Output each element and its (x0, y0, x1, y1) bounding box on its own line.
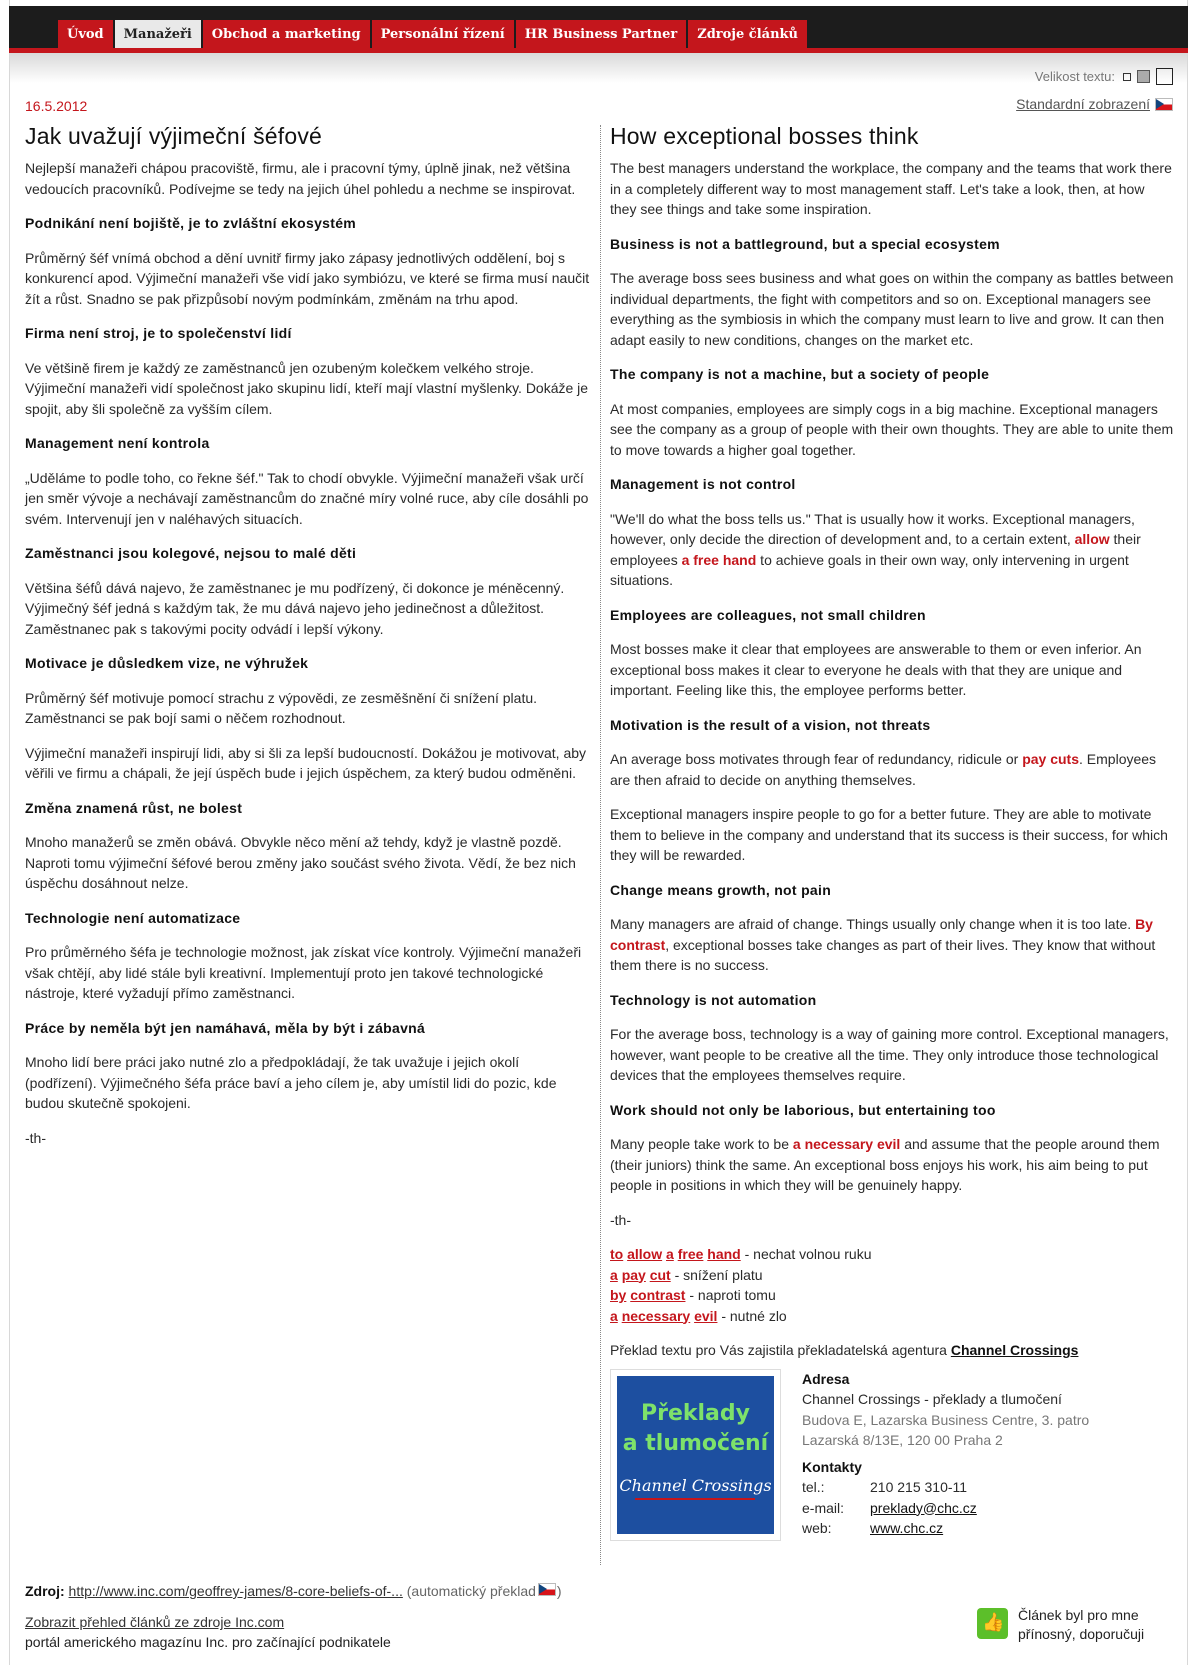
auto-translate-label[interactable]: (automatický překlad (406, 1583, 536, 1599)
source-overview-link[interactable]: Zobrazit přehled článků ze zdroje Inc.com (25, 1614, 285, 1630)
paragraph (610, 1210, 1174, 1231)
contact-label: tel.: (802, 1479, 825, 1495)
contact-label: e-mail: (802, 1499, 845, 1516)
paragraph-text: , exceptional bosses take changes as part of their lives. They know that without them there is no success. (610, 936, 1156, 973)
paragraph (610, 1134, 1174, 1196)
section-heading: Employees are colleagues, not small children (610, 606, 926, 623)
section-heading: Technologie není automatizace (25, 909, 241, 926)
recommend-widget[interactable] (977, 1606, 1158, 1644)
source-overview (25, 1612, 391, 1652)
paragraph: Průměrný šéf motivuje pomocí strachu z výpovědi, ze zesměšnění či snížení platu. Zaměstnanci se pak bojí sami o něčem rozhodnout. (25, 689, 538, 726)
contact-value-cell (870, 1518, 977, 1539)
section-heading: Management is not control (610, 476, 796, 492)
contact-row (802, 1518, 977, 1539)
vocab-entry (610, 1306, 1174, 1327)
paragraph (610, 749, 1174, 790)
contact-link[interactable]: preklady@chc.cz (870, 1499, 977, 1516)
paragraph-text: Exceptional managers inspire people to go for a better future. They are able to motivate them to believe in the company and understand that its success is their success, for which they will be rewarded. (610, 806, 1168, 863)
vocab-word-link[interactable]: a (666, 1246, 674, 1262)
highlighted-phrase[interactable]: allow (1074, 531, 1110, 547)
contact-row (802, 1477, 977, 1498)
section-heading: The company is not a machine, but a society of people (610, 366, 990, 382)
paragraph-text: and assume that the people around them (their juniors) think the same. An exceptional boss enjoys his work, his aim being to put people in positions in which they will be genuinely happy. (610, 1136, 1160, 1193)
nav-tab[interactable]: Personální řízení (372, 20, 514, 48)
paragraph (610, 268, 1174, 350)
source-label: Zdroj: (25, 1583, 65, 1599)
logo-line-2: a tlumočení (622, 1430, 769, 1456)
agency-logo[interactable] (610, 1369, 781, 1541)
paragraph (610, 1024, 1174, 1086)
vocab-meaning: - nechat volnou ruku (740, 1246, 872, 1262)
source-url-link[interactable]: http://www.inc.com/geoffrey-james/8-core-beliefs-of-... (68, 1583, 403, 1599)
article-english-column (610, 122, 1174, 1539)
nav-tab[interactable]: HR Business Partner (516, 20, 686, 48)
contact-value-cell (870, 1498, 977, 1519)
section-heading: Firma není stroj, je to společenství lidí (25, 325, 292, 341)
nav-tab[interactable]: Úvod (58, 20, 113, 48)
vocab-word-link[interactable]: contrast (630, 1287, 686, 1303)
translation-note-text: Překlad textu pro Vás zajistila překladatelská agentura (610, 1342, 951, 1358)
contacts-heading: Kontakty (802, 1458, 862, 1475)
paragraph-text: their employees (610, 531, 1141, 568)
section-heading: Podnikání není bojiště, je to zvláštní ekosystém (25, 215, 357, 231)
paragraph (610, 639, 1174, 701)
paragraph (610, 158, 1174, 220)
vocab-word-link[interactable]: hand (707, 1246, 741, 1262)
paragraph: -th- (25, 1129, 46, 1146)
vocab-word-link[interactable]: free (677, 1246, 704, 1262)
paragraph: Mnoho lidí bere práci jako nutné zlo a předpokládají, že tak uvažuje i jejich okolí (podřízení). Výjimečného šéfa práce baví a jeho cílem je, aby umístil lidi do pozic, kde budou skutečně spokojeni. (25, 1054, 557, 1111)
paragraph: Nejlepší manažeři chápou pracoviště, firmu, ale i pracovní týmy, úplně jinak, než většina vedoucích pracovníků. Podívejme se tedy na jejich úhel pohledu a nechme se inspirovat. (25, 160, 576, 197)
section-heading: Motivation is the result of a vision, not threats (610, 716, 931, 733)
section-heading: Zaměstnanci jsou kolegové, nejsou to malé děti (25, 545, 357, 561)
uk-flag-icon (538, 1583, 556, 1596)
recommend-text: Článek byl pro mne přínosný, doporučuji (1018, 1607, 1145, 1642)
section-heading: Motivace je důsledkem vize, ne výhružek (25, 655, 309, 671)
highlighted-phrase[interactable]: pay cuts (1022, 751, 1080, 767)
text-size-control (1035, 68, 1173, 85)
address-line-1: Budova E, Lazarska Business Centre, 3. patro (802, 1411, 1090, 1428)
vocab-word-link[interactable]: to (610, 1246, 624, 1262)
source-description: portál amerického magazínu Inc. pro začínající podnikatele (25, 1634, 391, 1650)
translation-note (610, 1340, 1174, 1361)
text-size-large-button[interactable] (1156, 68, 1173, 85)
standard-view-link[interactable]: Standardní zobrazení (1016, 96, 1150, 112)
paragraph-text: The best managers understand the workplace, the company and the teams that work there in a completely different way to most management staff. Let's take a look, then, at how they see things and take some inspiration. (610, 160, 1172, 217)
section-heading: Business is not a battleground, but a special ecosystem (610, 235, 1000, 252)
auto-translate-link[interactable] (407, 1583, 562, 1599)
vocab-word-link[interactable]: a (610, 1266, 618, 1283)
address-name: Channel Crossings - překlady a tlumočení (802, 1391, 1062, 1407)
vocab-word-link[interactable]: necessary (621, 1307, 691, 1324)
logo-wordmark: Channel Crossings (619, 1475, 772, 1495)
text-size-label: Velikost textu: (1034, 69, 1115, 84)
paragraph: Pro průměrného šéfa je technologie možnost, jak získat více kontroly. Výjimeční manažeři však chtějí, aby lidé stále byli kreativní. Implementují proto jen takové technologické nástroje, které vyžadují přímo zaměstnanci. (25, 944, 582, 1001)
vocab-word-link[interactable]: a (610, 1307, 618, 1324)
article-czech-column (25, 122, 593, 1162)
vocab-word-link[interactable]: allow (627, 1246, 663, 1262)
paragraph-text: "We'll do what the boss tells us." That is usually how it works. Exceptional managers, however, only decide the direction of development and, to a certain extent, (610, 510, 1135, 547)
standard-view-toggle (1016, 96, 1173, 112)
article-title-czech: Jak uvažují výjimeční šéfové (25, 123, 323, 149)
thumbs-up-icon[interactable] (977, 1608, 1008, 1639)
paragraph: Většina šéfů dává najevo, že zaměstnanec je mu podřízený, či dokonce je méněcenný. Výjimečný šéf jedná s každým tak, že mu dává najevo jeho jedinečnost a důležitost. Zaměstnanec pak s takovými pocity odvádí i lepší výkony. (25, 579, 565, 637)
text-size-small-button[interactable] (1123, 73, 1131, 81)
header-shadow (10, 53, 1187, 83)
paragraph-text: Most bosses make it clear that employees are answerable to them or even inferior. An exceptional boss makes it clear to everyone he deals with that they are unique and important. Feeling like this, the employee performs better. (610, 641, 1142, 698)
paragraph (610, 509, 1174, 591)
highlighted-phrase[interactable]: a necessary evil (792, 1136, 901, 1152)
section-heading: Change means growth, not pain (610, 881, 832, 898)
vocab-word-link[interactable]: by (610, 1287, 627, 1303)
paragraph: Výjimeční manažeři inspirují lidi, aby si šli za lepší budoucností. Dokážou je motivovat, aby věřili ve firmu a chápali, že její úspěch bude i jejich úspěchem, za který budou odměněni. (25, 744, 587, 781)
paragraph: Průměrný šéf vnímá obchod a dění uvnitř firmy jako zápasy jednotlivých oddělení, boj s konkurencí apod. Výjimeční manažeři vše vidí jako symbiózu, ve které se firma musí naučit žít a růst. Snadno se pak přizpůsobí novým podmínkám, změnám na trhu apod. (25, 249, 590, 307)
text-size-medium-button[interactable] (1137, 70, 1150, 83)
article-title-english: How exceptional bosses think (610, 123, 919, 149)
highlighted-phrase[interactable]: a free hand (681, 551, 757, 568)
agency-address (802, 1369, 1089, 1539)
column-divider (600, 125, 601, 1565)
article-source (25, 1583, 562, 1599)
nav-tab[interactable]: Zdroje článků (688, 20, 807, 48)
paragraph-text: An average boss motivates through fear of redundancy, ridicule or (610, 751, 1023, 767)
vocab-meaning: - nutné zlo (717, 1307, 787, 1324)
paragraph: „Uděláme to podle toho, co řekne šéf." Tak to chodí obvykle. Výjimeční manažeři však určí jen směr vývoje a nechávají zaměstnancům do značné míry volné ruce, aby cíle dosáhli po svém. Intervenují jen v naléhavých situacích. (25, 469, 589, 527)
agency-link[interactable]: Channel Crossings (950, 1342, 1079, 1358)
highlighted-phrase[interactable]: By contrast (610, 916, 1153, 953)
contact-value: 210 215 310-11 (870, 1479, 968, 1495)
paragraph-text: . Employees are then afraid to decide on anything themselves. (610, 751, 1157, 788)
section-heading: Work should not only be laborious, but entertaining too (610, 1101, 996, 1118)
paragraph-text: The average boss sees business and what goes on within the company as battles between individual departments, the fight with competitors and so on. Exceptional managers see everything as the symbiosis in which the company must learn to live and grow. It can then adapt easily to new conditions, changes on the market etc. (610, 270, 1174, 348)
vocab-entry (610, 1285, 1174, 1306)
paragraph-text: -th- (610, 1211, 631, 1228)
vocabulary-list (610, 1244, 1174, 1326)
paragraph-text: to achieve goals in their own way, only intervening in urgent situations. (610, 551, 1129, 588)
vocab-word-link[interactable]: evil (694, 1307, 718, 1324)
paragraph-text: For the average boss, technology is a way of gaining more control. Exceptional managers, however, want people to be creative all the time. They only introduce those technological devices that the employees themselves require. (610, 1026, 1169, 1083)
contacts-table (802, 1477, 977, 1539)
logo-swoosh (635, 1498, 755, 1500)
contact-value-cell (870, 1477, 977, 1498)
paragraph (610, 804, 1174, 866)
vocab-meaning: - naproti tomu (685, 1287, 776, 1303)
nav-tab[interactable]: Manažeři (115, 20, 201, 48)
address-heading: Adresa (802, 1370, 850, 1387)
auto-translate-close: ) (556, 1583, 562, 1599)
article-date: 16.5.2012 (25, 98, 88, 114)
vocab-word-link[interactable]: pay (621, 1266, 646, 1283)
paragraph: Ve většině firem je každý ze zaměstnanců jen ozubeným kolečkem velkého stroje. Výjimeční manažeři vidí společnost jako skupinu lidí, kteří mají vlastní myšlenky. Dokáže je spojit, aby šli společně za vyšším cílem. (25, 359, 589, 417)
paragraph (610, 399, 1174, 461)
vocab-word-link[interactable]: cut (649, 1266, 671, 1283)
section-heading: Management není kontrola (25, 435, 210, 451)
main-navigation (58, 20, 809, 48)
czech-flag-icon (1155, 98, 1173, 111)
nav-tab[interactable]: Obchod a marketing (203, 20, 370, 48)
vocab-meaning: - snížení platu (670, 1266, 763, 1283)
address-line-2: Lazarská 8/13E, 120 00 Praha 2 (802, 1432, 1003, 1448)
section-heading: Změna znamená růst, ne bolest (25, 799, 243, 816)
paragraph-text: Many managers are afraid of change. Things usually only change when it is too late. (610, 916, 1136, 932)
vocab-entry (610, 1265, 1174, 1286)
paragraph-text: Many people take work to be (610, 1136, 793, 1152)
contact-row (802, 1498, 977, 1519)
logo-line-1: Překlady (640, 1400, 750, 1426)
section-heading: Práce by neměla být jen namáhavá, měla by být i zábavná (25, 1019, 426, 1036)
section-heading: Technology is not automation (610, 991, 817, 1008)
paragraph: Mnoho manažerů se změn obává. Obvykle něco mění až tehdy, když je vlastně pozdě. Naproti tomu výjimeční šéfové berou změny jako součást svého života. Vědí, že bez nich úspěchu dosáhnout nelze. (25, 834, 576, 891)
contact-link[interactable]: www.chc.cz (870, 1520, 944, 1536)
paragraph (610, 914, 1174, 976)
contact-label: web: (802, 1520, 832, 1536)
vocab-entry (610, 1244, 1174, 1265)
paragraph-text: At most companies, employees are simply cogs in a big machine. Exceptional managers see the company as a group of people with their own thoughts. They are able to unite them to move towards a higher goal together. (610, 400, 1174, 458)
agency-contact-box (610, 1369, 1174, 1539)
